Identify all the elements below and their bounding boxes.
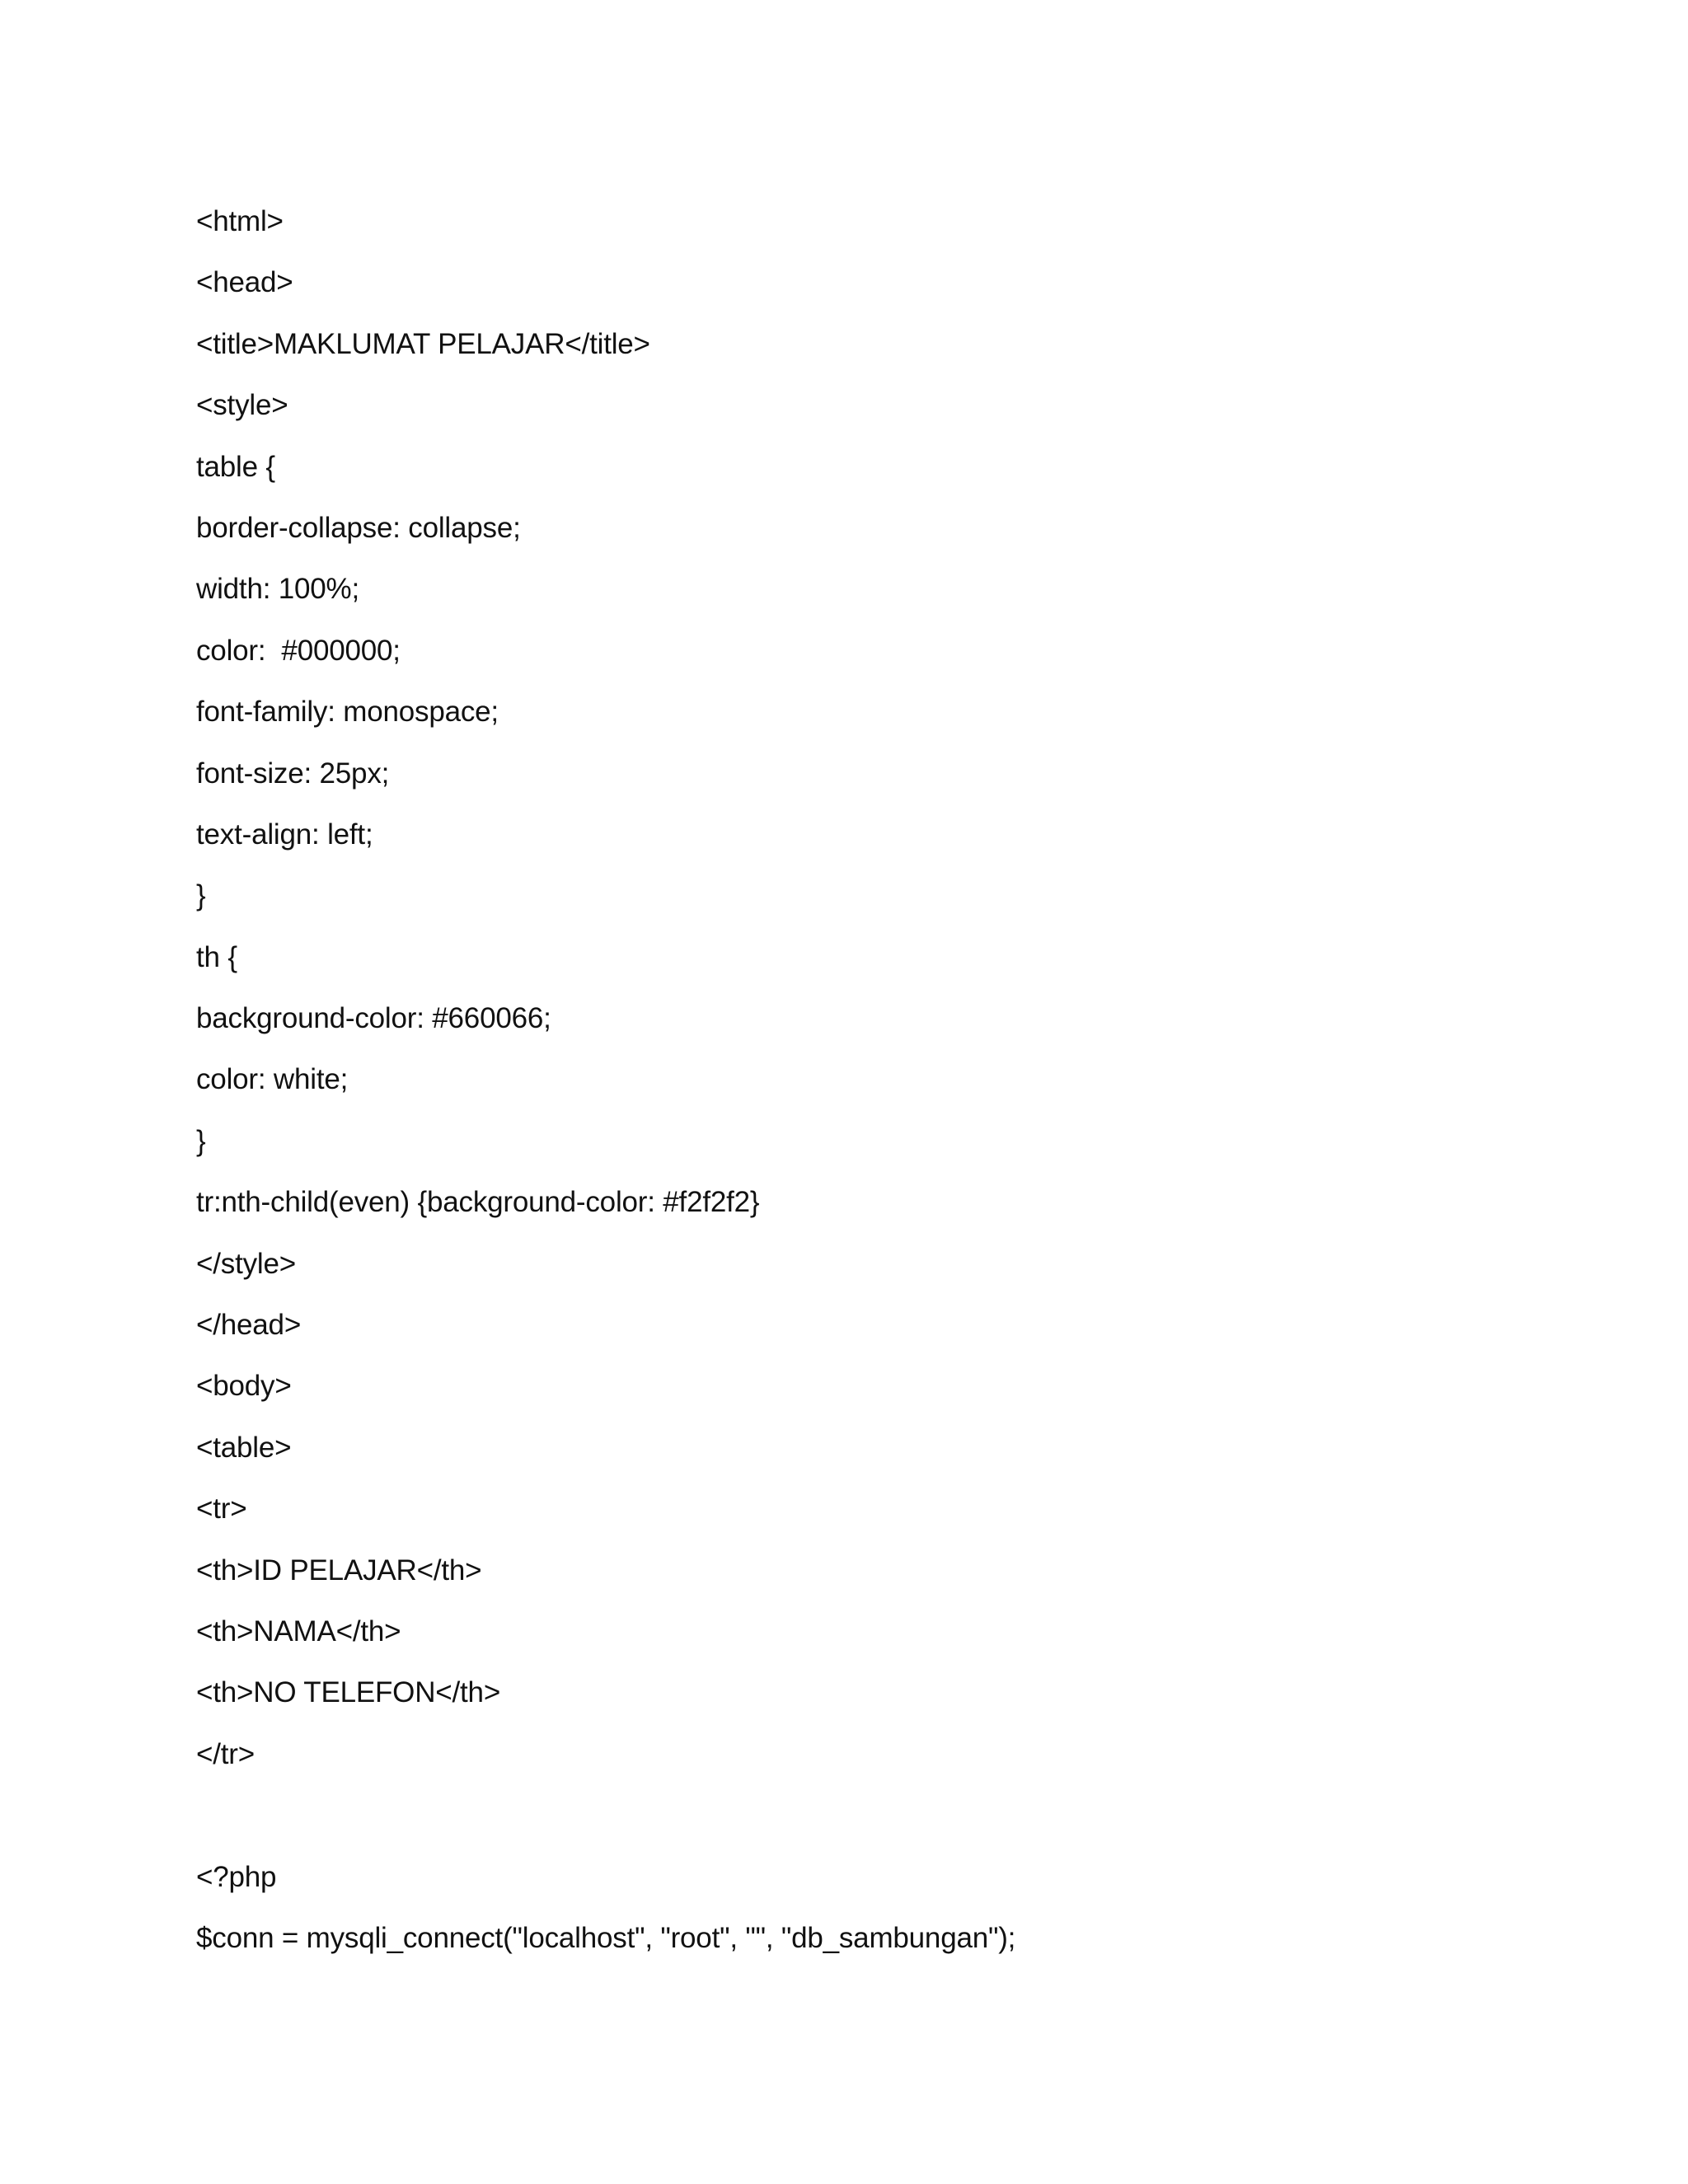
code-line: <table> [196, 1431, 292, 1464]
code-line: <style> [196, 389, 288, 422]
code-line: border-collapse: collapse; [196, 511, 521, 544]
code-line: th { [196, 940, 237, 973]
code-line: text-align: left; [196, 818, 373, 851]
code-line: </style> [196, 1247, 296, 1280]
code-line: <body> [196, 1370, 292, 1403]
blank-line [196, 1785, 1597, 1846]
code-line: font-size: 25px; [196, 757, 390, 790]
code-listing [196, 191, 1597, 1969]
code-line: table { [196, 450, 275, 483]
code-line: <th>ID PELAJAR</th> [196, 1554, 482, 1586]
code-line: <tr> [196, 1493, 247, 1526]
code-line: <html> [196, 205, 284, 237]
code-line: <head> [196, 266, 293, 299]
code-line: tr:nth-child(even) {background-color: #f2f2f2} [196, 1186, 760, 1219]
code-line: color: white; [196, 1063, 349, 1096]
code-line: <title>MAKLUMAT PELAJAR</title> [196, 327, 650, 360]
code-line: } [196, 1124, 206, 1157]
code-line: <?php [196, 1860, 277, 1893]
code-line: } [196, 879, 206, 912]
code-line: <th>NAMA</th> [196, 1615, 401, 1647]
code-line: </head> [196, 1309, 302, 1342]
code-line: background-color: #660066; [196, 1002, 551, 1035]
code-line: <th>NO TELEFON</th> [196, 1676, 501, 1709]
code-line: $conn = mysqli_connect("localhost", "root", "", "db_sambungan"); [196, 1921, 1016, 1954]
code-line: color: #000000; [196, 634, 401, 667]
code-line: font-family: monospace; [196, 696, 499, 729]
code-line: width: 100%; [196, 573, 359, 606]
code-line: </tr> [196, 1737, 255, 1770]
